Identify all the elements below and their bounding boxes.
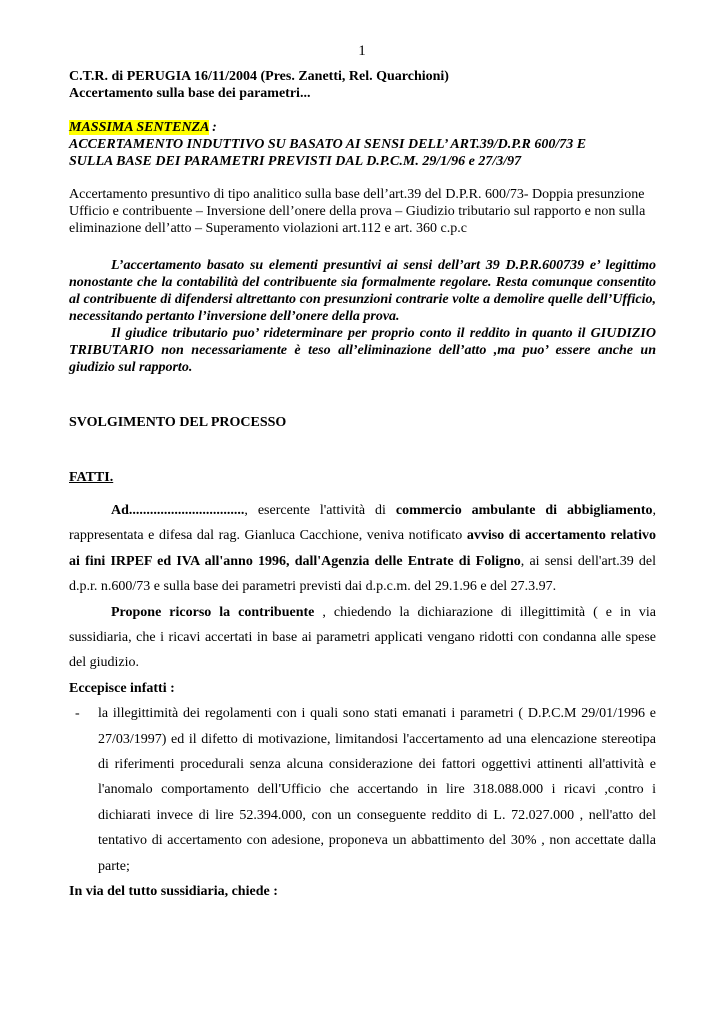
body-p1-text-2: , rappresentata e difesa dal rag. Gianluca Cacchione, veniva notificato (69, 503, 657, 544)
massima-heading (69, 119, 656, 170)
party-name: Ad................................. (111, 503, 245, 518)
list-item (69, 701, 656, 879)
body-p1-text-1: , esercente l'attività di (244, 503, 396, 518)
body-p2-text-1: , chiedendo la dichiarazione di illegittimità ( e in via sussidiaria, che i ricavi accertati in base ai parametri applicati vengano ridotti con condanna alle spese del giudizio. (69, 604, 656, 671)
fatti-title: FATTI. (69, 470, 114, 485)
massima-label-highlight: MASSIMA SENTENZA (69, 120, 209, 135)
massima-paragraph-2: Il giudice tributario puo’ rideterminare per proprio conto il reddito in quanto il GIUDIZIO TRIBUTARIO non necessariamente è teso all’eliminazione dell’atto ,ma puo’ essere anche un giudizio sul rapporto. (69, 326, 656, 375)
body-p2-bold-1: Propone ricorso la contribuente (111, 604, 315, 620)
header-court-line: C.T.R. di PERUGIA 16/11/2004 (Pres. Zanetti, Rel. Quarchioni) (69, 69, 449, 84)
massima-label-line (69, 119, 656, 136)
in-via-heading: In via del tutto sussidiaria, chiede : (69, 884, 278, 900)
list-dash: - (75, 706, 80, 722)
eccepisce-heading: Eccepisce infatti : (69, 680, 175, 696)
body-text (69, 498, 656, 905)
body-p1-bold-1: commercio ambulante di abbigliamento (395, 503, 653, 518)
body-p1-bold-2: avviso di accertamento relativo ai fini IRPEF ed IVA all'anno 1996, dall'Agenzia delle Entrate di Foligno (69, 528, 656, 569)
header-subject-line: Accertamento sulla base dei parametri... (69, 86, 311, 101)
section-title: SVOLGIMENTO DEL PROCESSO (69, 415, 287, 430)
massima-text (69, 257, 656, 376)
massima-paragraph-1: L’accertamento basato su elementi presuntivi ai sensi dell’art 39 D.P.R.600739 e’ legittimo nonostante che la contabilità del contribuente sia formalmente regolare. Resta comunque consentito al contribuente di difendersi altrettanto con presunzioni contrarie volte a demolire quelle dell’Ufficio, necessitando pertanto l’inversione dell’onere della prova. (69, 258, 656, 324)
body-paragraph-2 (69, 600, 656, 676)
list-item-text: la illegittimità dei regolamenti con i quali sono stati emanati i parametri ( D.P.C.M 29/01/1996 e 27/03/1997) ed il difetto di motivazione, limitandosi l'accertamento ad una elencazione stereotipa di riferimenti procedurali senza alcuna considerazione dei fattori oggettivi attinenti all'attività e l'anomalo comportamento dell'Ufficio che accertando in lire 318.088.000 i ricavi ,contro i dichiarati invece di lire 52.394.000, con un conseguente reddito di L. 72.027.000 , nell'atto del tentativo di accertamento con adesione, proponeva un abbattimento del 30% , non accettate dalla parte; (98, 706, 656, 874)
massima-title-line-1: ACCERTAMENTO INDUTTIVO SU BASATO AI SENSI DELL’ ART.39/D.P.R 600/73 E (69, 137, 587, 152)
massima-title-line-2: SULLA BASE DEI PARAMETRI PREVISTI DAL D.P.C.M. 29/1/96 e 27/3/97 (69, 154, 522, 169)
document-content (69, 68, 656, 905)
massima-colon: : (208, 120, 217, 135)
body-paragraph-1 (69, 498, 656, 600)
summary-keywords: Accertamento presuntivo di tipo analitico sulla base dell’art.39 del D.P.R. 600/73- Doppia presunzione Ufficio e contribuente – Inversione dell’onere della prova – Giudizio tributario sul rapporto e non sulla eliminazione dell’atto – Superamento violazioni art.112 e art. 360 c.p.c (69, 187, 646, 236)
page-number: 1 (358, 43, 366, 59)
objection-list (69, 701, 656, 879)
body-p1-text-3: , ai sensi dell'art.39 del d.p.r. n.600/73 e sulla base dei parametri previsti dai d.p.c.m. del 29.1.96 e del 27.3.97. (69, 553, 656, 595)
